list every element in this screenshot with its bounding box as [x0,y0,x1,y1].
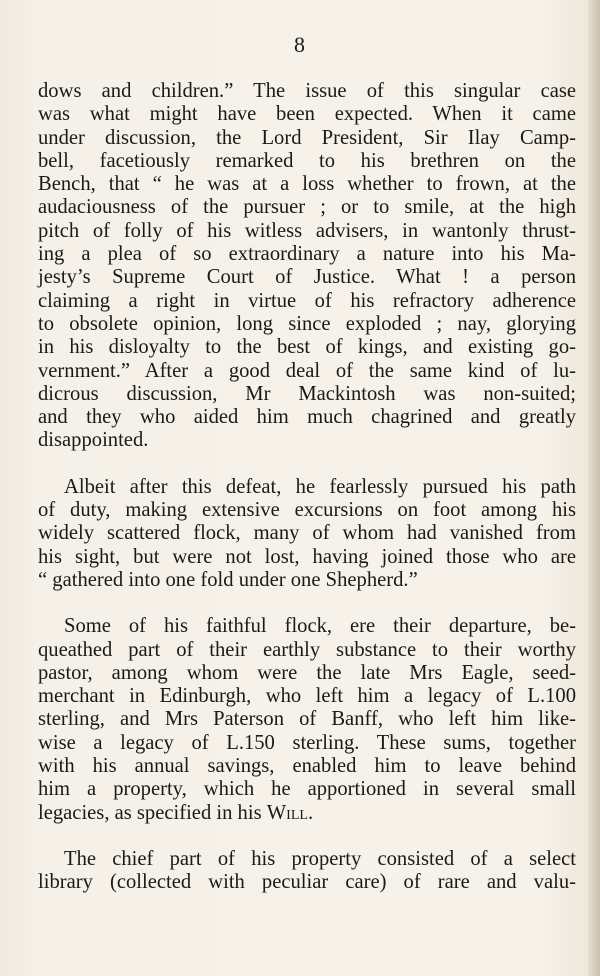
text-line: ing a plea of so extraordinary a nature into his Ma- [38,243,576,266]
text-line: was what might have been expected. When it came [38,103,576,126]
text-line: pitch of folly of his witless advisers, in wantonly thrust- [38,219,576,242]
text-line: “ gathered into one fold under one Shepherd.” [38,568,418,591]
text-line: vernment.” After a good deal of the same kind of lu- [38,359,576,382]
text-line: him a property, which he apportioned in several small [38,778,576,801]
body-text [38,80,576,895]
text-line: disappointed. [38,429,149,452]
text-line: pastor, among whom were the late Mrs Eagle, seed- [38,661,576,684]
text-line: widely scattered flock, many of whom had vanished from [38,522,576,545]
text-line: under discussion, the Lord President, Sir Ilay Camp- [38,126,576,149]
text-line: dicrous discussion, Mr Mackintosh was non-suited; [38,382,576,405]
text-line: Bench, that “ he was at a loss whether to frown, at the [38,173,576,196]
text-line: merchant in Edinburgh, who left him a legacy of L.100 [38,685,576,708]
text-line: dows and children.” The issue of this singular case [38,80,576,102]
page-number: 8 [294,32,306,57]
text-line: audaciousness of the pursuer ; or to smile, at the high [38,196,576,219]
text-line: in his disloyalty to the best of kings, and existing go- [38,336,576,359]
text-line: with his annual savings, enabled him to leave behind [38,755,576,778]
text-line: The chief part of his property consisted of a select [64,847,576,870]
text-line: queathed part of their earthly substance to their worthy [38,638,576,661]
text-line: and they who aided him much chagrined and greatly [38,406,576,429]
text-line: his sight, but were not lost, having joined those who are [38,545,576,568]
text-line: jesty’s Supreme Court of Justice. What ! a person [38,266,576,289]
text-line: claiming a right in virtue of his refractory adherence [38,289,576,312]
paragraph-gap [38,825,576,848]
text-line: of duty, making extensive excursions on foot among his [38,499,576,522]
text-line: wise a legacy of L.150 sterling. These sums, together [38,731,576,754]
paragraph-gap [38,453,576,476]
text-line: to obsolete opinion, long since exploded ; nay, glorying [38,312,576,335]
paragraph-gap [38,592,576,615]
text-line: bell, facetiously remarked to his brethren on the [38,149,576,172]
text-line: library (collected with peculiar care) of rare and valu- [38,871,576,894]
text-line: Some of his faithful flock, ere their departure, be- [64,615,576,638]
text-line: Albeit after this defeat, he fearlessly pursued his path [64,475,576,498]
text-line: sterling, and Mrs Paterson of Banff, who left him like- [38,708,576,731]
page-edge [588,0,600,976]
text-line: legacies, as specified in his Will. [38,801,314,824]
small-caps-word: Will. [266,801,314,824]
